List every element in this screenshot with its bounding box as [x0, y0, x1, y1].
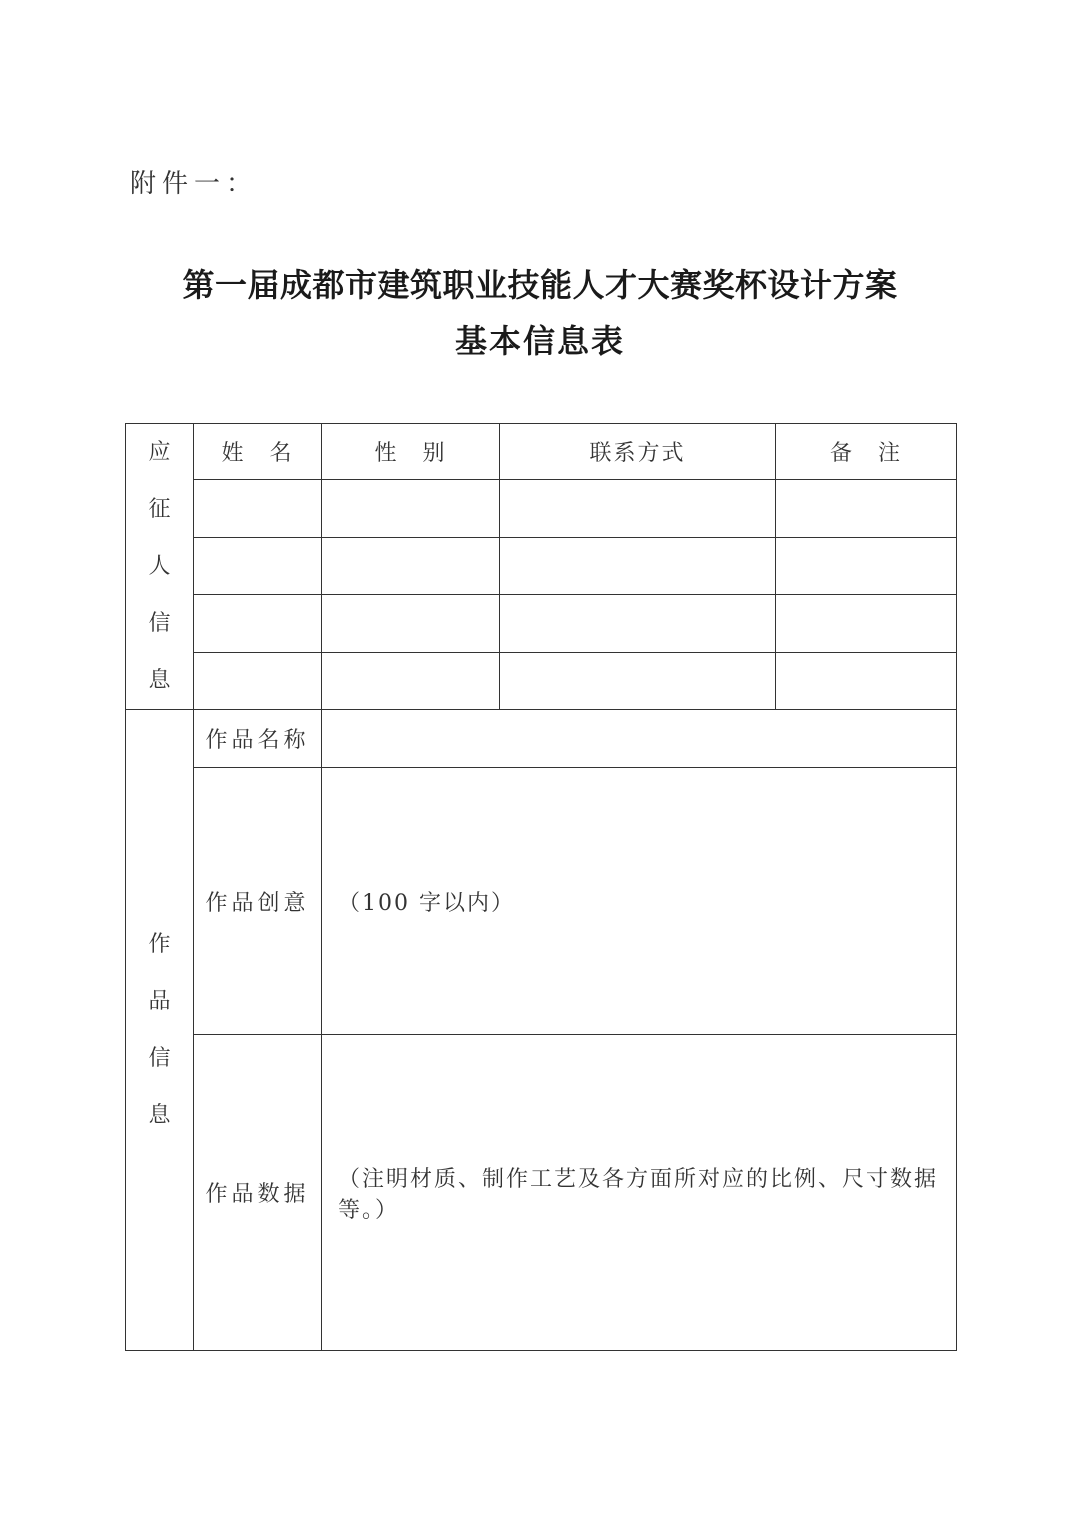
applicant-name-cell[interactable]: [194, 595, 322, 652]
applicant-row: [126, 595, 957, 652]
header-remarks: 备 注: [776, 424, 957, 480]
applicant-name-cell[interactable]: [194, 480, 322, 537]
applicant-name-cell[interactable]: [194, 652, 322, 709]
form-title-line-2: 基本信息表: [454, 322, 625, 360]
work-title-label: 作品名称: [194, 710, 322, 768]
header-contact: 联系方式: [500, 424, 776, 480]
applicant-gender-cell[interactable]: [322, 595, 500, 652]
side-label-char: 应: [148, 440, 171, 465]
work-data-field[interactable]: [322, 1035, 957, 1351]
applicant-gender-cell[interactable]: [322, 652, 500, 709]
applicant-row: [126, 480, 957, 537]
applicant-row: [126, 537, 957, 594]
applicant-contact-cell[interactable]: [500, 537, 776, 594]
work-info-side-label: [126, 710, 194, 1351]
applicant-header-row: [126, 424, 957, 480]
attachment-label: 附件一：: [130, 169, 259, 199]
side-label-char: 作: [148, 932, 171, 957]
work-data-row: [126, 1035, 957, 1351]
work-data-label: 作品数据: [194, 1035, 322, 1351]
work-concept-row: [126, 768, 957, 1035]
applicant-gender-cell[interactable]: [322, 480, 500, 537]
side-label-char: 信: [148, 1046, 171, 1071]
side-label-char: 征: [148, 497, 171, 522]
header-name: 姓 名: [194, 424, 322, 480]
applicant-gender-cell[interactable]: [322, 537, 500, 594]
applicant-remarks-cell[interactable]: [776, 652, 957, 709]
applicant-contact-cell[interactable]: [500, 595, 776, 652]
side-label-char: 品: [148, 989, 171, 1014]
side-label-char: 信: [148, 611, 171, 636]
applicant-remarks-cell[interactable]: [776, 595, 957, 652]
applicant-contact-cell[interactable]: [500, 480, 776, 537]
work-title-field[interactable]: [322, 710, 957, 768]
work-data-note: （注明材质、制作工艺及各方面所对应的比例、尺寸数据等。）: [338, 1166, 939, 1223]
applicant-remarks-cell[interactable]: [776, 480, 957, 537]
side-label-char: 息: [148, 668, 171, 693]
side-label-char: 人: [148, 554, 171, 579]
work-concept-label: 作品创意: [194, 768, 322, 1035]
work-concept-note: （100 字以内）: [338, 890, 515, 916]
applicant-info-side-label: [126, 424, 194, 710]
work-title-row: [126, 710, 957, 768]
basic-info-form-table: [125, 423, 957, 1351]
side-label-char: 息: [148, 1103, 171, 1128]
header-gender: 性 别: [322, 424, 500, 480]
form-title-line-1: 第一届成都市建筑职业技能人才大赛奖杯设计方案: [182, 266, 898, 304]
applicant-name-cell[interactable]: [194, 537, 322, 594]
applicant-contact-cell[interactable]: [500, 652, 776, 709]
work-concept-field[interactable]: [322, 768, 957, 1035]
applicant-remarks-cell[interactable]: [776, 537, 957, 594]
applicant-row: [126, 652, 957, 709]
